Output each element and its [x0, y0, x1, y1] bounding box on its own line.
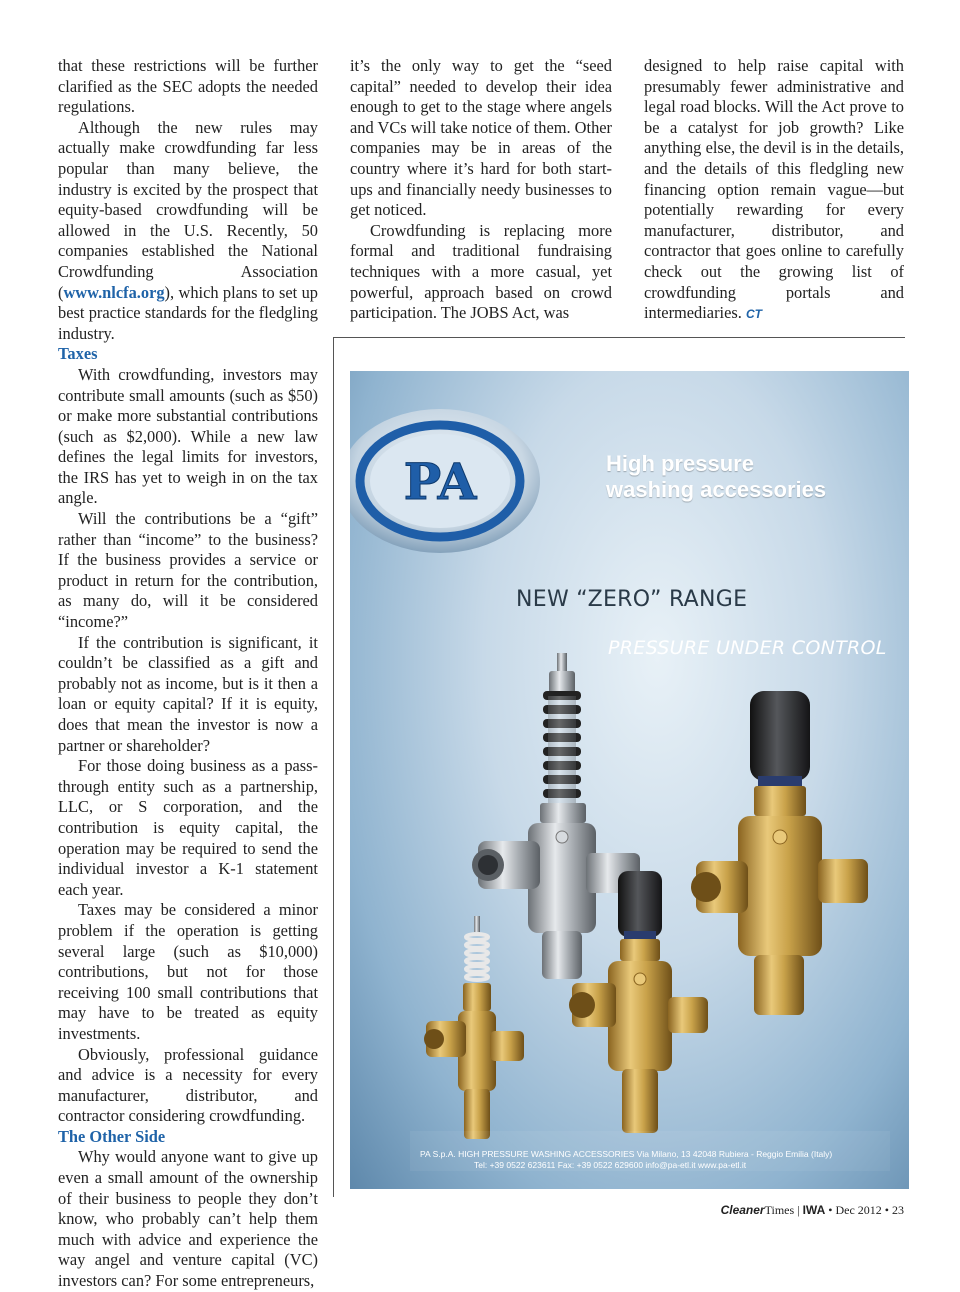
paragraph: Crowdfunding is replacing more formal and traditional fundraising techniques with a more casual, yet powerful, approach based on crowd participation. The JOBS Act, was — [350, 220, 612, 323]
silver-valve-image — [472, 653, 640, 979]
article-column-2 — [350, 56, 612, 324]
paragraph: Will the contributions be a “gift” rather than “income” to the business? If the business provides a service or product in return for the contribution, as many do, will it be considered “income?” — [58, 509, 318, 632]
article-column-1 — [58, 56, 318, 1292]
section-heading-other-side: The Other Side — [58, 1126, 166, 1146]
section-heading-taxes: Taxes — [58, 344, 98, 364]
ad-slogan: PRESSURE UNDER CONTROL — [608, 637, 887, 659]
advertisement[interactable] — [350, 371, 909, 1189]
article-column-3 — [644, 56, 904, 325]
paragraph: that these restrictions will be further clarified as the SEC adopts the needed regulations. — [58, 56, 318, 117]
pa-logo — [350, 409, 540, 553]
footer-times: Times — [764, 1203, 795, 1217]
paragraph: If the contribution is significant, it couldn’t be classified as a gift and probably not as income, but is it then a loan or equity capital? If it is equity, does that mean the investor is now a partner or shareholder? — [58, 632, 318, 755]
paragraph: For those doing business as a pass-through entity such as a partnership, LLC, or S corporation, and the contribution is equity capital, the operation may be required to send the individual investor a K-1 statement each year. — [58, 756, 318, 899]
ad-frame-rule-top — [333, 337, 905, 338]
end-mark: CT — [745, 307, 762, 322]
small-brass-valve-image — [424, 916, 524, 1139]
ad-contact-footer — [420, 1149, 832, 1171]
logo-text: PA — [403, 452, 477, 511]
ad-product-range: NEW “ZERO” RANGE — [516, 587, 748, 612]
footer-brand: Cleaner — [720, 1203, 765, 1217]
paragraph: Obviously, professional guidance and advice is a necessity for every manufacturer, distributor, and contractor considering crowdfunding. — [58, 1044, 318, 1126]
footer-iwa: IWA — [802, 1203, 826, 1217]
page-footer: CleanerTimes | IWA • Dec 2012 • 23 — [720, 1203, 904, 1217]
paragraph: Taxes may be considered a minor problem if the operation is getting several large (such as $10,000) contributions, but not for those receiving 100 small contributions that may have to be treated as equity investments. — [58, 900, 318, 1043]
ad-tagline — [606, 451, 826, 503]
paragraph: it’s the only way to get the “seed capital” needed to develop their idea enough to get to the stage where angels and VCs will take notice of them. Other companies may be in areas of the country where it’s hard for both start-ups and financially needy businesses to get noticed. — [350, 56, 612, 220]
large-brass-valve-image — [691, 691, 868, 1015]
tagline-line-1: High pressure — [606, 451, 754, 476]
paragraph: With crowdfunding, investors may contribute small amounts (such as $50) or make more substantial contributions (such as $2,000). While a new law defines the legal limits for investors, the IRS has yet to weigh in on the tax angle. — [58, 364, 318, 508]
paragraph: Although the new rules may actually make crowdfunding far less popular than many believe, the industry is excited by the prospect that equity-based crowdfunding will be allowed in the U.S. Recently, 50 companies established the National Crowdfunding Association (www.nlcfa.org), which plans to set up best practice standards for the fledgling industry. — [58, 117, 318, 343]
paragraph: Why would anyone want to give up even a small amount of the ownership of their business to people they don’t know, who probably can’t help them much with advice and experience the way angel and venture capital (VC) investors can? For some entrepreneurs, — [58, 1147, 318, 1291]
nlcfa-link[interactable]: www.nlcfa.org — [63, 282, 165, 302]
ad-frame-rule-left — [333, 337, 334, 1197]
ad-contact-line: Tel: +39 0522 623611 Fax: +39 0522 629600 info@pa-etl.it www.pa-etl.it — [474, 1160, 747, 1170]
tagline-line-2: washing accessories — [606, 477, 827, 502]
ad-company-line: PA S.p.A. HIGH PRESSURE WASHING ACCESSORIES Via Milano, 13 42048 Rubiera - Reggio Emilia (Italy) — [420, 1149, 833, 1159]
paragraph: designed to help raise capital with presumably fewer administrative and legal road blocks. Will the Act prove to be a catalyst for job growth? Like anything else, the devil is in the details, and the details of this fledgling new financing option remain vague—but potentially rewarding for every manufacturer, distributor, and contractor that goes online to carefully check out the growing list of crowdfunding portals and intermediaries. CT — [644, 56, 904, 323]
footer-date-page: • Dec 2012 • 23 — [825, 1203, 904, 1217]
